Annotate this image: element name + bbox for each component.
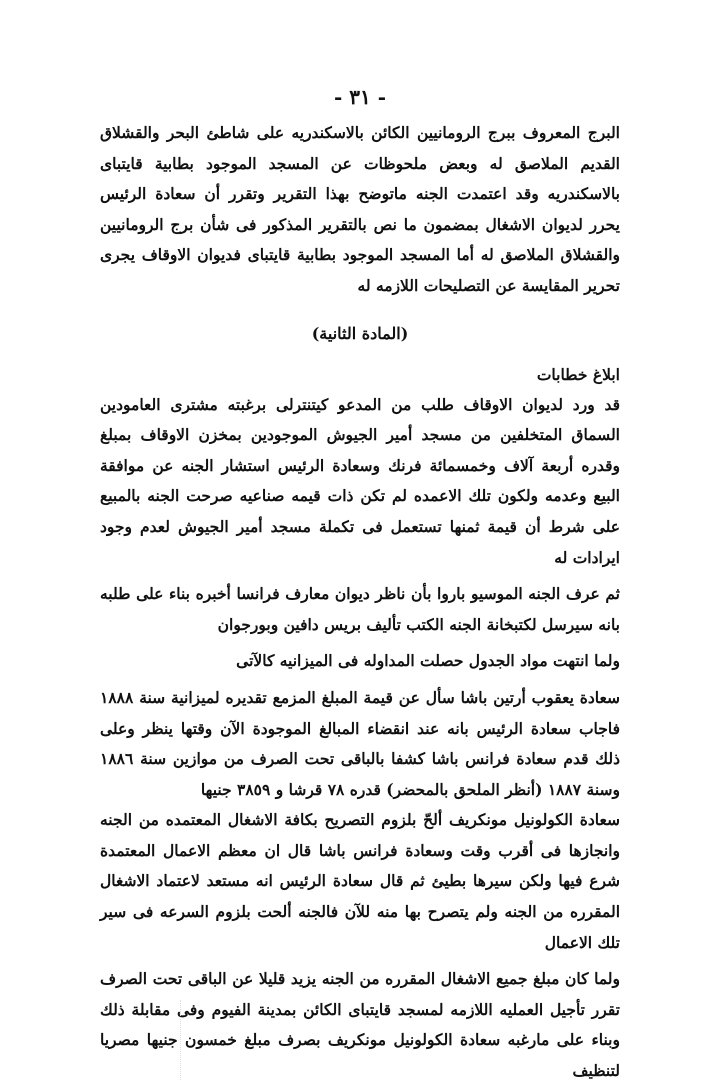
paragraph-budget-intro: ولما انتهت مواد الجدول حصلت المداوله فى الميزانيه كالآتى bbox=[236, 651, 620, 671]
paragraph-fayoum-mosque: ولما كان مبلغ جميع الاشغال المقرره من الجنه يزيد قليلا عن الباقى تحت الصرف تقرر تأجيل العمليه اللازمه لمسجد قايتباى الكائن بمدينة الفيوم وفى مقابلة ذلك وبناء على مارغبه سعادة الكولونيل مونكريف بصرف مبلغ خمسون جنيها مصريا لتنظيف bbox=[100, 969, 620, 1081]
page-number: - ٣١ - bbox=[333, 85, 386, 109]
section-subheading: ابلاغ خطابات bbox=[536, 364, 620, 384]
paragraph-budget-1888: سعادة يعقوب أرتين باشا سأل عن قيمة المبلغ المزمع تقديره لميزانية سنة ١٨٨٨ فاجاب سعادة الرئيس بانه عند انقضاء المبالغ الموجودة الآن وقتها ينظر وعلى ذلك قدم سعادة فرانس باشا كشفا بالباقى تحت الصرف من موازين سنة ١٨٨٦ وسنة ١٨٨٧ (أنظر الملحق بالمحضر) قدره ٧٨ قرشا و ٣٨٥٩ جنيها bbox=[100, 687, 620, 799]
document-page bbox=[100, 82, 620, 1087]
paragraph-books-library: ثم عرف الجنه الموسيو باروا بأن ناظر ديوان معارف فرانسا أخبره بناء على طلبه بانه سيرسل لكتبخانة الجنه الكتب تأليف بريس دافين وبورجوان bbox=[100, 584, 620, 634]
paragraph-borg-romaniyeen: البرج المعروف ببرج الرومانيين الكائن بالاسكندريه على شاطئ البحر والقشلاق القديم الملاصق له وبعض ملحوظات عن المسجد الموجود بطابية قايتباى بالاسكندريه وقد اعتمدت الجنه ماتوضح بهذا التقرير وتقرر أن سعادة الرئيس يحرر لديوان الاشغال بمضمون ما نص بالتقرير المذكور فى شأن برج الرومانيين والقشلاق الملاصق له أما المسجد الموجود بطابية قايتباى فديوان الاوقاف يجرى تحرير المقايسة عن التصليحات اللازمه له bbox=[100, 123, 620, 295]
paragraph-moncrieff-works: سعادة الكولونيل مونكريف ألحّ بلزوم التصريح بكافة الاشغال المعتمده من الجنه وانجازها فى أقرب وقت وسعادة فرانس باشا قال ان معظم الاعمال المعتمدة شرع فيها ولكن سيرها بطيئ ثم قال سعادة الرئيس انه مستعد لاعتماد الاشغال المقرره من الجنه ولم يتصرح بها منه للآن فالجنه ألحت بلزوم السرعه فى سير تلك الاعمال bbox=[100, 810, 620, 952]
scan-artifact-line bbox=[180, 1000, 182, 1080]
paragraph-columns-sale: قد ورد لديوان الاوقاف طلب من المدعو كيتنترلى برغبته مشترى العامودين السماق المتخلفين من مسجد أمير الجيوش الموجودين بمخزن الاوقاف بمبلغ وقدره أربعة آلاف وخمسمائة فرنك وسعادة الرئيس استشار الجنه عن موافقة البيع وعدمه ولكون تلك الاعمده لم تكن ذات قيمه صناعيه صرحت الجنه بالمبيع على شرط أن قيمة ثمنها تستعمل فى تكملة مسجد أمير الجيوش لعدم وجود ايرادات له bbox=[100, 394, 620, 567]
section-heading: (المادة الثانية) bbox=[311, 323, 409, 343]
